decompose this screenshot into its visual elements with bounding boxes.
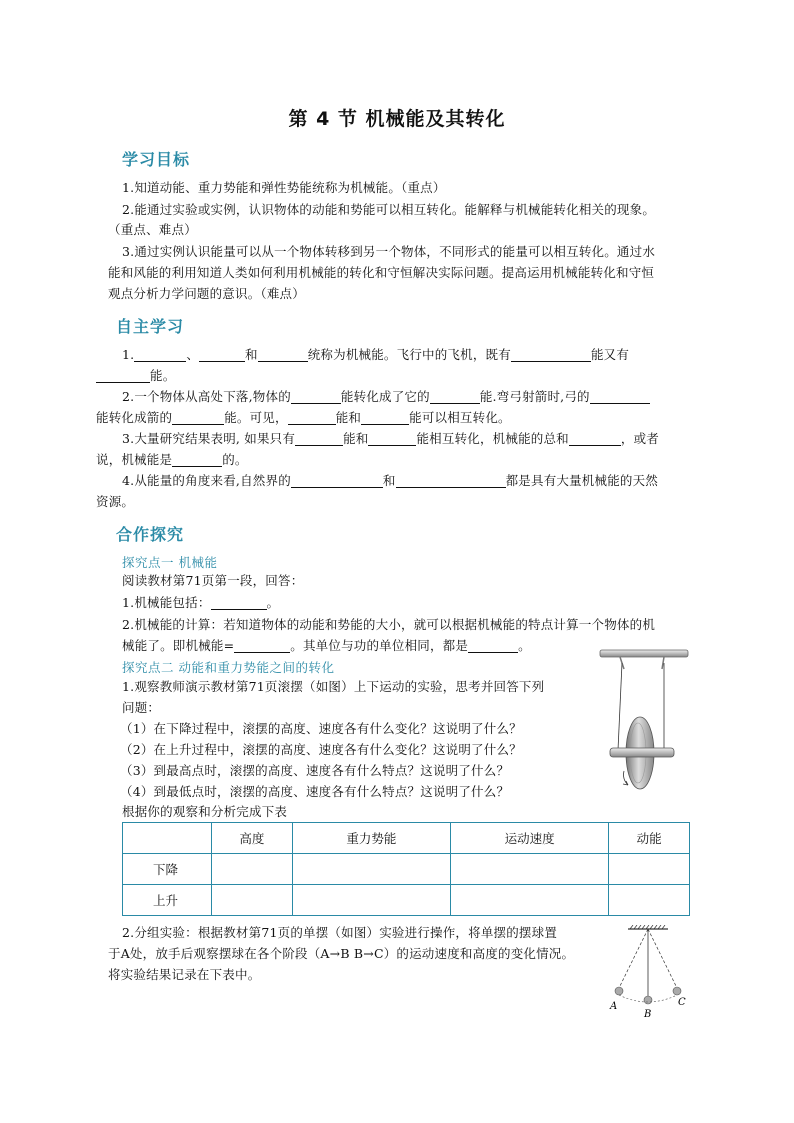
- text: 统称为机械能。飞行中的飞机，既有: [307, 347, 511, 362]
- answer-blank[interactable]: [468, 638, 518, 653]
- goal-line-1: 1.知道动能、重力势能和弹性势能统称为机械能。（重点）: [122, 180, 446, 195]
- table-row: [123, 885, 690, 916]
- text: 。其单位与功的单位相同，都是: [290, 638, 469, 653]
- answer-blank[interactable]: [430, 389, 480, 404]
- goal-line-3b: 能和风能的利用知道人类如何利用机械能的转化和守恒解决实际问题。提高运用机械能转化和守恒: [108, 265, 655, 280]
- text: 能。: [150, 368, 176, 383]
- explore-p2-q2-line3: 将实验结果记录在下表中。: [108, 967, 261, 982]
- text: 能可以相互转化。: [409, 410, 511, 425]
- explore-p2-q1-line2: 问题：: [122, 700, 161, 715]
- explore-p1-q2-line1: 2.机械能的计算：若知道物体的动能和势能的大小，就可以根据机械能的特点计算一个物体的机: [122, 617, 656, 632]
- table-cell[interactable]: [609, 885, 690, 916]
- text: 说，机械能是: [96, 452, 173, 467]
- explore-p2-sub-4: （4）到最低点时，滚摆的高度、速度各有什么特点？这说明了什么？: [120, 784, 510, 799]
- answer-blank[interactable]: [96, 368, 150, 383]
- text: 、: [186, 347, 200, 362]
- table-header-cell: 高度: [212, 823, 293, 854]
- goal-line-2b: （重点、难点）: [108, 222, 197, 237]
- text: 能.弯弓射箭时,弓的: [479, 389, 590, 404]
- answer-blank[interactable]: [396, 473, 506, 488]
- table-cell[interactable]: [212, 885, 293, 916]
- explore-p2-q2-line1: 2.分组实验：根据教材第71页的单摆（如图）实验进行操作，将单摆的摆球置: [122, 925, 558, 940]
- goal-line-3c: 观点分析力学问题的意识。（难点）: [108, 286, 305, 301]
- answer-blank[interactable]: [258, 347, 308, 362]
- pendulum-string-c: [648, 929, 677, 988]
- table-cell[interactable]: [292, 885, 450, 916]
- answer-blank[interactable]: [361, 410, 409, 425]
- string-left: [618, 663, 622, 750]
- text: 1.机械能包括：: [122, 595, 211, 610]
- table-row: [123, 854, 690, 885]
- answer-blank[interactable]: [511, 347, 591, 362]
- table-header-cell: 动能: [609, 823, 690, 854]
- text: 能转化成箭的: [96, 410, 173, 425]
- self-study-q2-line2: [96, 407, 511, 429]
- table-cell[interactable]: [609, 854, 690, 885]
- simple-pendulum-figure: [606, 925, 690, 1020]
- table-row-label: 上升: [123, 885, 212, 916]
- table-cell[interactable]: [212, 854, 293, 885]
- section-heading-self-study: 自主学习: [116, 317, 185, 336]
- text: ，或者: [620, 431, 659, 446]
- pendulum-ball-a: [615, 987, 623, 995]
- text: 和: [382, 473, 396, 488]
- answer-blank[interactable]: [368, 431, 416, 446]
- answer-blank[interactable]: [234, 638, 290, 653]
- goal-line-3a: 3.通过实例认识能量可以从一个物体转移到另一个物体，不同形式的能量可以相互转化。通过水: [122, 244, 656, 259]
- text: 的。: [222, 452, 248, 467]
- explore-p2-q1-line1: 1.观察教师演示教材第71页滚摆（如图）上下运动的实验，思考并回答下列: [122, 679, 545, 694]
- explore-p1-intro: 阅读教材第71页第一段，回答：: [122, 573, 304, 588]
- self-study-q1-line1: [122, 344, 629, 366]
- text: 能又有: [590, 347, 630, 362]
- explore-p1-q2-line2: [122, 635, 531, 657]
- label-a: A: [610, 1001, 618, 1012]
- explore-p2-q2-line2: 于A处，放手后观察摆球在各个阶段（A→B B→C）的运动速度和高度的变化情况。: [108, 946, 575, 961]
- answer-blank[interactable]: [199, 347, 245, 362]
- text: 能相互转化，机械能的总和: [416, 431, 569, 446]
- self-study-q4-line2: 资源。: [96, 494, 135, 509]
- text: 能转化成了它的: [340, 389, 430, 404]
- table-header-cell: 重力势能: [292, 823, 450, 854]
- text: 1.: [122, 347, 135, 362]
- axle: [610, 748, 674, 757]
- observation-table: [122, 822, 690, 916]
- table-cell[interactable]: [450, 885, 608, 916]
- text: 和: [245, 347, 258, 362]
- text: 械能了。即机械能=: [122, 638, 235, 653]
- text: 能和: [335, 410, 362, 425]
- pendulum-string-a: [619, 929, 648, 988]
- text: 2.一个物体从高处下落,物体的: [122, 389, 291, 404]
- self-study-q2-line1: [122, 386, 650, 408]
- answer-blank[interactable]: [172, 410, 224, 425]
- goal-line-2a: 2.能通过实验或实例，认识物体的动能和势能可以相互转化。能解释与机械能转化相关的现象。: [122, 202, 656, 217]
- self-study-q3-line2: [96, 449, 248, 471]
- explore-point-1-title: 探究点一 机械能: [122, 555, 218, 570]
- table-row-label: 下降: [123, 854, 212, 885]
- answer-blank[interactable]: [211, 595, 267, 610]
- table-cell[interactable]: [450, 854, 608, 885]
- answer-blank[interactable]: [288, 410, 336, 425]
- explore-point-2-title: 探究点二 动能和重力势能之间的转化: [122, 660, 335, 675]
- answer-blank[interactable]: [291, 473, 383, 488]
- text: 能和: [343, 431, 369, 446]
- self-study-q4-line1: [122, 470, 658, 492]
- text: 都是具有大量机械能的天然: [505, 473, 659, 488]
- explore-p2-sub-2: （2）在上升过程中，滚摆的高度、速度各有什么变化？这说明了什么？: [120, 742, 522, 757]
- label-c: C: [678, 997, 686, 1008]
- text: 。: [518, 638, 531, 653]
- explore-p2-sub-3: （3）到最高点时，滚摆的高度、速度各有什么特点？这说明了什么？: [120, 763, 510, 778]
- answer-blank[interactable]: [172, 452, 222, 467]
- section-heading-goals: 学习目标: [122, 150, 191, 169]
- text: 3.大量研究结果表明, 如果只有: [122, 431, 296, 446]
- table-header-cell: 运动速度: [450, 823, 608, 854]
- table-header-cell: [123, 823, 212, 854]
- table-header-row: [123, 823, 690, 854]
- support-bar: [600, 650, 688, 657]
- explore-p2-sub-1: （1）在下降过程中，滚摆的高度、速度各有什么变化？这说明了什么？: [120, 721, 522, 736]
- pendulum-ball-b: [644, 996, 652, 1004]
- explore-p1-q1: [122, 592, 279, 614]
- answer-blank[interactable]: [590, 389, 650, 404]
- pendulum-ball-c: [673, 987, 681, 995]
- self-study-q1-line2: [96, 365, 175, 387]
- answer-blank[interactable]: [134, 347, 186, 362]
- answer-blank[interactable]: [295, 431, 343, 446]
- page-title: 第 4 节 机械能及其转化: [288, 108, 506, 130]
- rolling-pendulum-figure: [598, 645, 690, 795]
- text: 。: [266, 595, 280, 610]
- answer-blank[interactable]: [569, 431, 621, 446]
- self-study-q3-line1: [122, 428, 659, 450]
- text: 能。可见，: [224, 410, 288, 425]
- table-cell[interactable]: [292, 854, 450, 885]
- section-heading-explore: 合作探究: [116, 525, 185, 544]
- table-intro: 根据你的观察和分析完成下表: [122, 804, 288, 819]
- text: 4.从能量的角度来看,自然界的: [122, 473, 291, 488]
- answer-blank[interactable]: [291, 389, 341, 404]
- label-b: B: [644, 1009, 652, 1020]
